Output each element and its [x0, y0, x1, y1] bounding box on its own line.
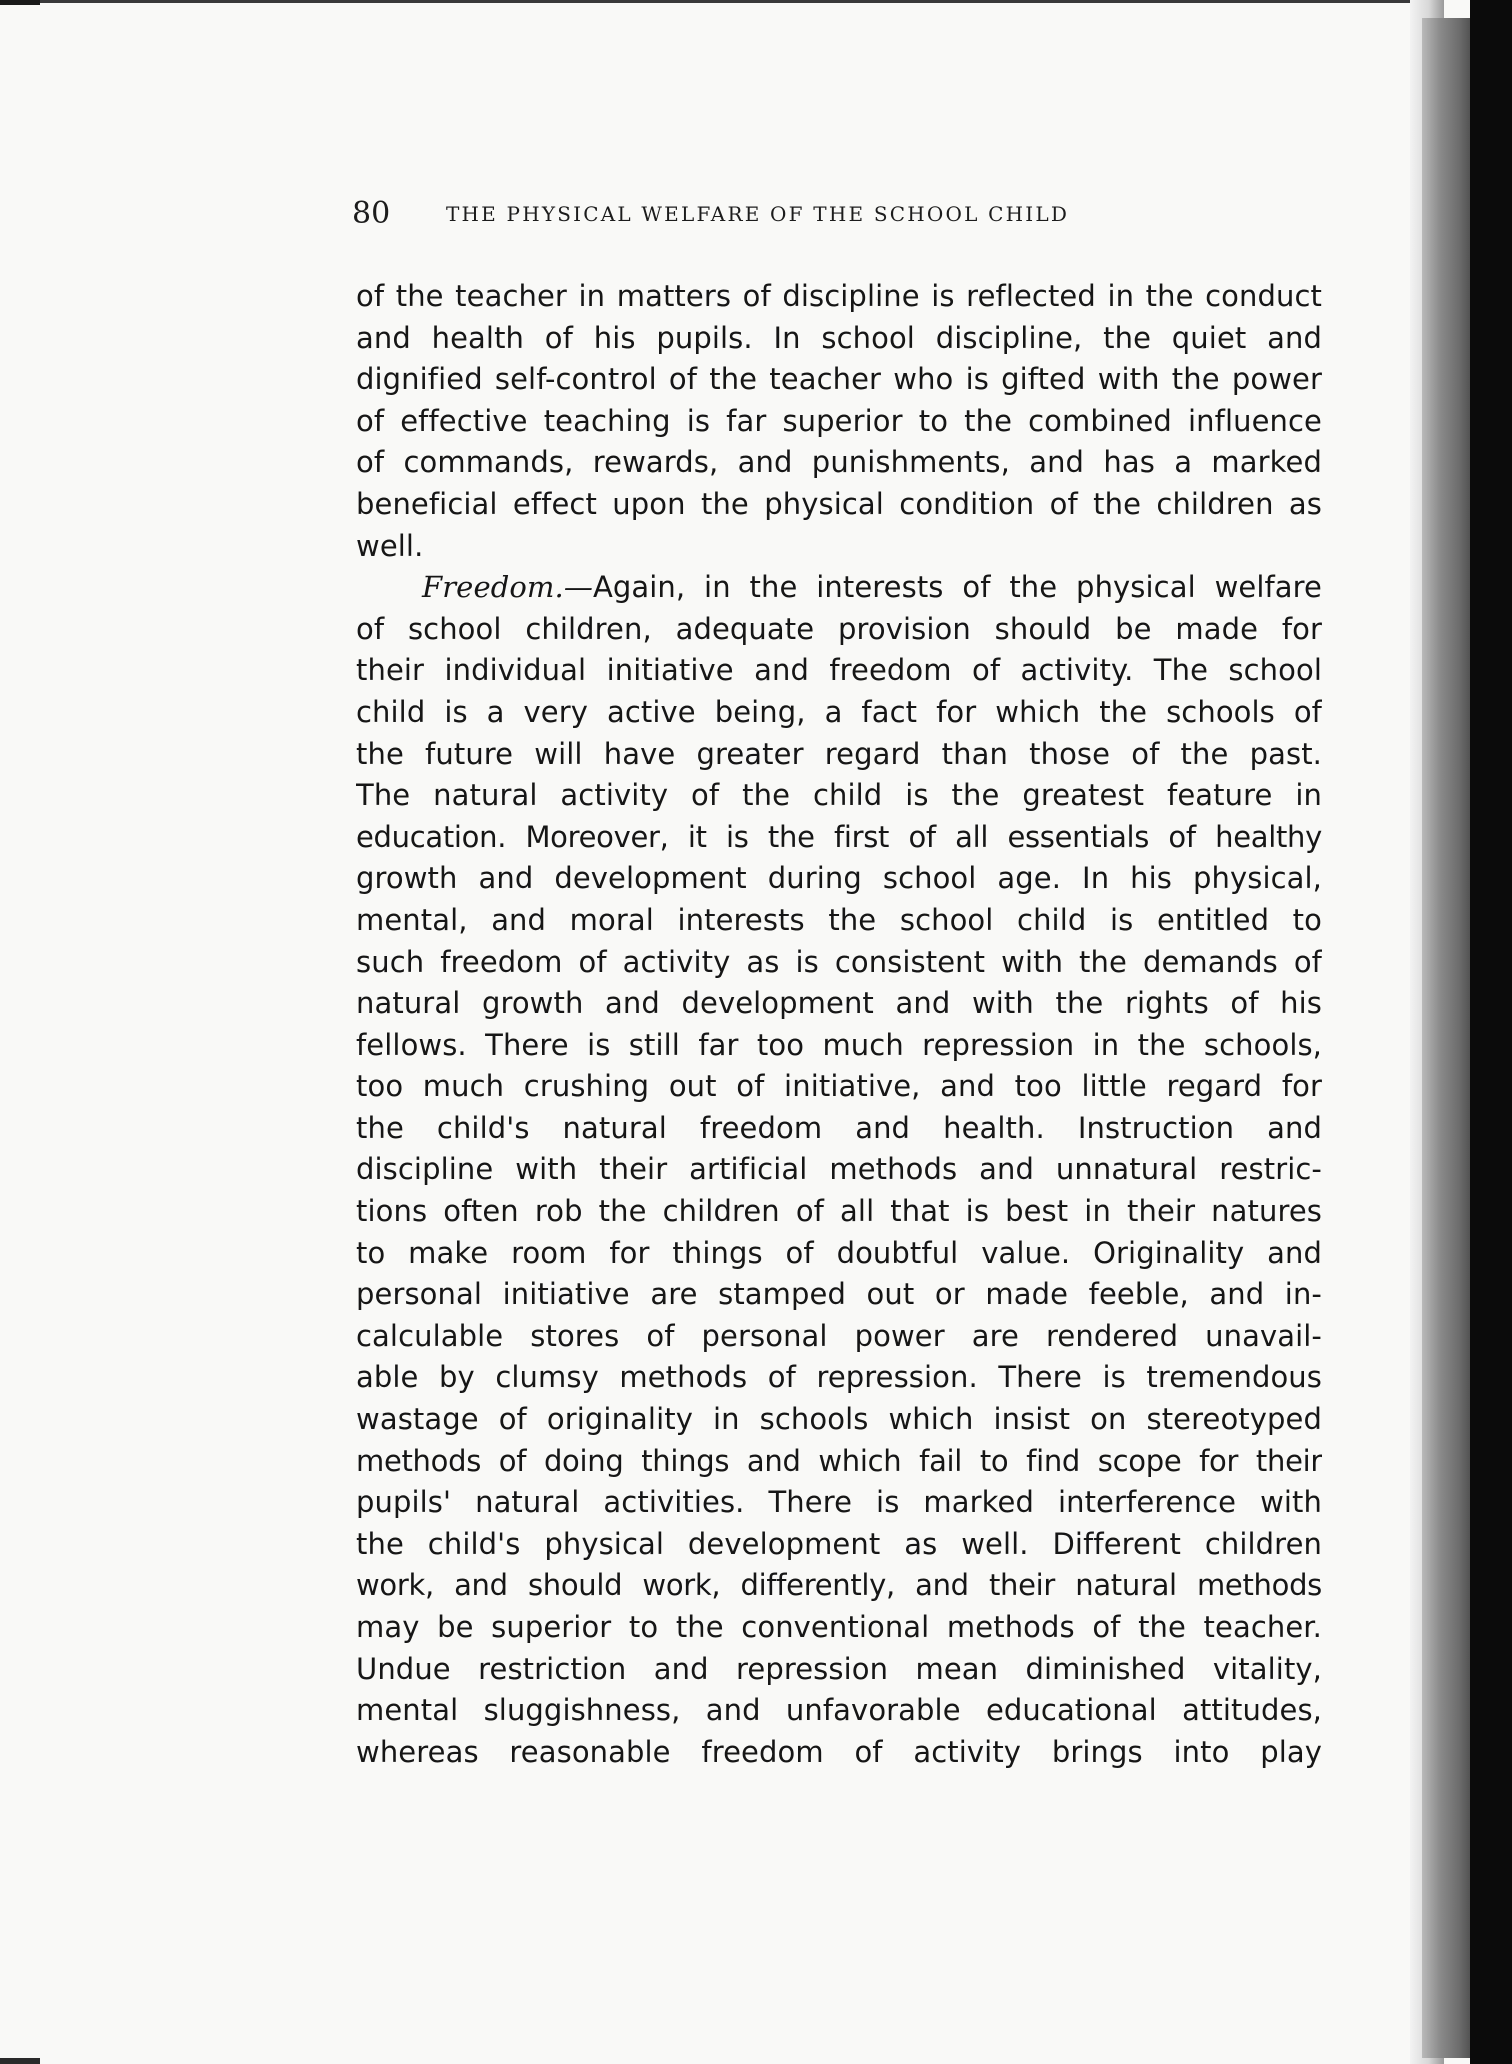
text-line: fellows. There is still far too much repression in the schools,	[356, 1027, 1322, 1062]
text-line: the child's natural freedom and health. Instruction and	[356, 1110, 1322, 1145]
running-header	[352, 196, 1322, 236]
body-text	[356, 276, 1322, 1773]
text-line: The natural activity of the child is the greatest feature in	[356, 778, 1322, 813]
text-line: natural growth and development and with the rights of his	[356, 986, 1322, 1021]
text-line: whereas reasonable freedom of activity brings into play	[356, 1734, 1322, 1769]
text-line: pupils' natural activities. There is marked interference with	[356, 1485, 1322, 1520]
text-line: well.	[356, 528, 424, 563]
text-line: calculable stores of personal power are rendered unavail-	[356, 1318, 1322, 1353]
text-line: the future will have greater regard than those of the past.	[356, 736, 1322, 771]
text-line: and health of his pupils. In school discipline, the quiet and	[356, 320, 1322, 355]
text-line: personal initiative are stamped out or made feeble, and in-	[356, 1277, 1322, 1312]
text-line-continuation: Again, in the interests of the physical welfare	[592, 570, 1322, 605]
book-spine-edge	[1470, 0, 1512, 2064]
text-line: of commands, rewards, and punishments, and has a marked	[356, 445, 1322, 480]
running-title: THE PHYSICAL WELFARE OF THE SCHOOL CHILD	[446, 202, 1070, 226]
text-line: may be superior to the conventional methods of the teacher.	[356, 1610, 1322, 1644]
text-line: of school children, adequate provision should be made for	[356, 611, 1322, 646]
page-number: 80	[352, 196, 391, 231]
text-line: growth and development during school age. In his physical,	[356, 861, 1322, 896]
text-line: tions often rob the children of all that is best in their natures	[356, 1194, 1322, 1229]
text-line: child is a very active being, a fact for which the schools of	[356, 694, 1322, 729]
text-line: of effective teaching is far superior to the combined influence	[356, 403, 1322, 438]
section-heading-freedom: Freedom.—	[422, 570, 593, 605]
text-line: mental, and moral interests the school child is entitled to	[356, 902, 1322, 937]
text-line: wastage of originality in schools which insist on stereotyped	[356, 1402, 1322, 1437]
paragraph-first-line	[356, 567, 1322, 609]
page-top-edge	[0, 0, 1440, 3]
text-line: too much crushing out of initiative, and too little regard for	[356, 1069, 1322, 1104]
text-line: dignified self-control of the teacher who is gifted with the power	[356, 362, 1322, 397]
text-line: their individual initiative and freedom of activity. The school	[356, 653, 1322, 688]
text-line: education. Moreover, it is the first of all essentials of healthy	[356, 819, 1322, 854]
text-line: able by clumsy methods of repression. There is tremendous	[356, 1360, 1322, 1395]
text-line: discipline with their artificial methods and unnatural restric-	[356, 1152, 1322, 1187]
text-line: the child's physical development as well. Different children	[356, 1526, 1322, 1561]
text-line: Undue restriction and repression mean diminished vitality,	[356, 1651, 1322, 1686]
text-line: to make room for things of doubtful value. Originality and	[356, 1235, 1322, 1270]
scan-corner-mark	[0, 2058, 40, 2064]
scan-corner-mark	[0, 0, 40, 5]
text-line: of the teacher in matters of discipline is reflected in the conduct	[356, 279, 1322, 313]
text-line: mental sluggishness, and unfavorable educational attitudes,	[356, 1693, 1322, 1728]
text-line: methods of doing things and which fail to find scope for their	[356, 1443, 1322, 1478]
book-spine	[1422, 18, 1474, 2058]
text-line: beneficial effect upon the physical condition of the children as	[356, 486, 1322, 521]
text-line: work, and should work, differently, and their natural methods	[356, 1568, 1322, 1603]
text-line: such freedom of activity as is consistent with the demands of	[356, 944, 1322, 979]
